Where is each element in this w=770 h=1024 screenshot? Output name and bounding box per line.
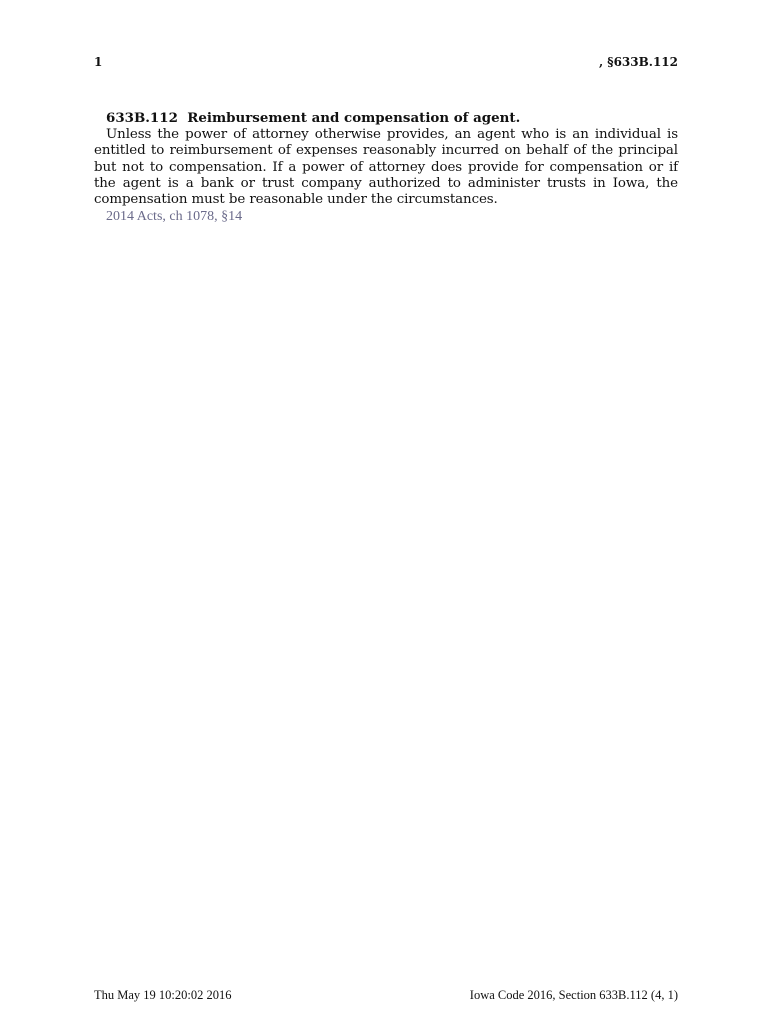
footer-citation: Iowa Code 2016, Section 633B.112 (4, 1) — [469, 988, 678, 1002]
section-title: Reimbursement and compensation of agent. — [187, 110, 521, 126]
section-body: Unless the power of attorney otherwise provides, an agent who is an individual is entitled to reimbursement of expenses reasonably incurred on behalf of the principal but not to compensation. If a power of attorney does provide for compensation or if the agent is a bank or trust company authorized to administer trusts in Iowa, the compensation must be reasonable under the circumstances. — [94, 127, 678, 208]
header-section-reference: , §633B.112 — [598, 55, 678, 69]
legislative-history: 2014 Acts, ch 1078, §14 — [106, 209, 243, 225]
page-number: 1 — [94, 55, 103, 69]
section-number: 633B.112 — [106, 110, 178, 126]
section-heading — [94, 110, 678, 127]
footer-timestamp: Thu May 19 10:20:02 2016 — [94, 988, 232, 1002]
code-section — [94, 110, 678, 225]
